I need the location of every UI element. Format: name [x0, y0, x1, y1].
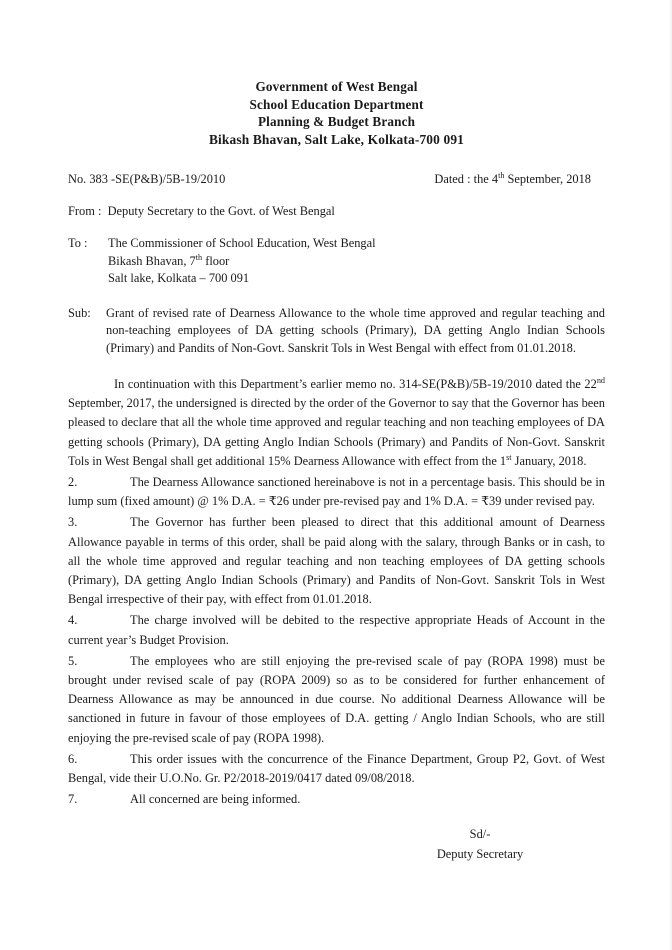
- signature-designation: Deputy Secretary: [436, 846, 524, 861]
- from-block: [68, 203, 605, 220]
- paragraph-lead: [68, 375, 605, 471]
- signature-sd: Sd/-: [469, 827, 491, 842]
- paragraph-lead-part-2: September, 2017, the undersigned is directed by the order of the Governor to say that the Governor has been pleased to declare that all the whole time approved and regular teaching and non teaching employees of DA getting schools (Primary), DA getting Anglo Indian Schools (Primary) and Pandits of Non-Govt. Sanskrit Tols in West Bengal shall get additional 15% Dearness Allowance with effect from the 1: [68, 396, 605, 468]
- paragraph-6-text: This order issues with the concurrence of the Finance Department, Group P2, Govt. of West Bengal, vide their U.O.No. Gr. P2/2018-2019/0417 dated 09/08/2018.: [68, 751, 605, 786]
- memo-number: No. 383 -SE(P&B)/5B-19/2010: [68, 172, 226, 186]
- memo-date-prefix: Dated : the 4: [434, 172, 499, 186]
- paragraph-7: [68, 790, 605, 809]
- letterhead-line-1: Government of West Bengal: [255, 79, 418, 94]
- memo-date: [434, 171, 605, 188]
- paragraph-7-text: All concerned are being informed.: [130, 792, 301, 807]
- paragraph-4-text: The charge involved will be debited to the respective appropriate Heads of Account in the current year’s Budget Provision.: [68, 613, 605, 647]
- letterhead-line-3: Planning & Budget Branch: [257, 114, 416, 129]
- paragraph-lead-ordinal-2: st: [506, 452, 512, 462]
- from-label: From :: [68, 204, 102, 218]
- to-address: [108, 235, 605, 288]
- memo-date-ordinal: th: [498, 170, 505, 180]
- to-address-line-2-prefix: Bikash Bhavan, 7: [108, 253, 196, 268]
- subject-block: [68, 305, 605, 358]
- letterhead-line-2: School Education Department: [249, 96, 424, 112]
- paragraph-5-number: 5.: [68, 653, 78, 668]
- memo-date-suffix: September, 2018: [504, 172, 591, 186]
- paragraph-2-number: 2.: [68, 475, 78, 490]
- paragraph-3-number: 3.: [68, 515, 78, 530]
- letterhead-line-4: Bikash Bhavan, Salt Lake, Kolkata-700 091: [208, 131, 465, 147]
- subject-text: Grant of revised rate of Dearness Allowance to the whole time approved and regular teaching and non-teaching employees of DA getting schools (Primary), DA getting Anglo Indian Schools (Primary) and Pandits of Non-Govt. Sanskrit Tols in West Bengal with effect from 01.01.2018.: [106, 305, 605, 355]
- signature-block: [355, 825, 605, 864]
- reference-line: [68, 171, 605, 188]
- paragraph-lead-part-3: January, 2018.: [511, 453, 587, 468]
- to-address-line-2-suffix: floor: [202, 253, 230, 268]
- paragraph-6: [68, 750, 605, 788]
- to-block: [68, 235, 605, 288]
- paragraph-4: [68, 611, 605, 649]
- paragraph-3-text: The Governor has further been pleased to direct that this additional amount of Dearness Allowance payable in terms of this order, shall be paid along with the salary, through Banks or in cash, to all the whole time approved and regular teaching and non teaching employees of DA getting schools (Primary), DA getting Anglo Indian Schools (Primary) and Pandits of Non-Govt. Sanskrit Tols in West Bengal irrespective of their pay, with effect from 01.01.2018.: [68, 515, 605, 607]
- paragraph-4-number: 4.: [68, 613, 78, 628]
- paragraph-lead-ordinal-1: nd: [596, 375, 605, 385]
- paragraph-lead-part-1: In continuation with this Department’s earlier memo no. 314-SE(P&B)/5B-19/2010 dated the 22: [114, 377, 597, 391]
- paragraph-3: [68, 513, 605, 609]
- paragraph-2-text: The Dearness Allowance sanctioned hereinabove is not in a percentage basis. This should be in lump sum (fixed amount) @ 1% D.A. = ₹26 under pre-revised pay and 1% D.A. = ₹39 under revised pay.: [68, 475, 605, 509]
- paragraph-5: [68, 652, 605, 748]
- paragraph-6-number: 6.: [68, 751, 78, 766]
- paragraph-5-text: The employees who are still enjoying the pre-revised scale of pay (ROPA 1998) must be brought under revised scale of pay (ROPA 2009) so as to be considered for further enhancement of Dearness Allowance as may be announced in due course. No additional Dearness Allowance will be sanctioned in future in favour of those employees of D.A. getting / Anglo Indian Schools, who are still enjoying the pre-revised scale of pay (ROPA 1998).: [68, 653, 605, 745]
- to-address-line-2: [108, 253, 605, 271]
- document-body: [68, 0, 605, 864]
- subject-label: Sub:: [68, 305, 91, 320]
- to-label: To :: [68, 236, 88, 250]
- to-address-line-1: The Commissioner of School Education, West Bengal: [108, 236, 376, 250]
- letterhead: [68, 78, 605, 148]
- paragraph-2: [68, 473, 605, 511]
- to-address-line-3: Salt lake, Kolkata – 700 091: [108, 271, 250, 285]
- from-text: Deputy Secretary to the Govt. of West Bengal: [107, 204, 335, 218]
- paragraph-7-number: 7.: [68, 792, 78, 807]
- to-address-line-2-ordinal: th: [195, 252, 203, 262]
